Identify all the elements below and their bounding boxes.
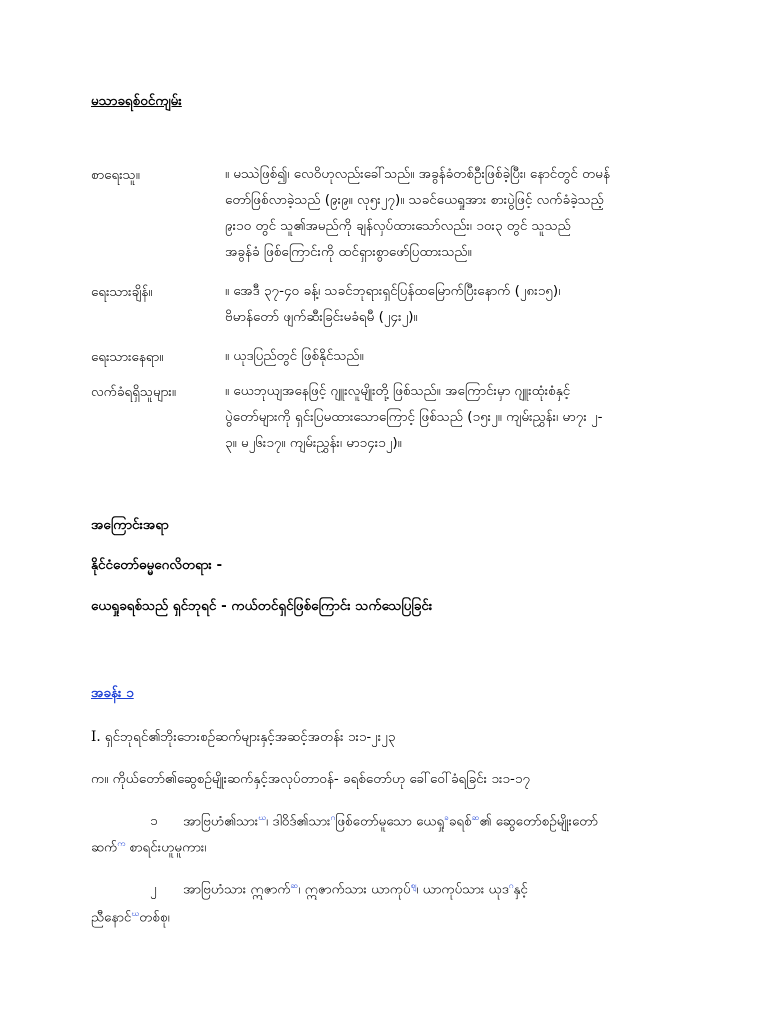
field-value-place — [225, 343, 695, 369]
verse-text: ဆက် — [91, 839, 118, 856]
subtitle-heading: ယေရှုခရစ်သည် ရှင်ဘုရင် - ကယ်တင်ရှင်ဖြစ်ကြောင်း သက်သေပြခြင်း — [91, 598, 433, 614]
verse-text: အာဗြဟံ၏သား — [183, 813, 259, 830]
verse-text: ဖြစ်တော်မူသော ယေရှု — [335, 813, 445, 830]
verse-text: အာဗြဟံသား ဣဇာက် — [183, 881, 291, 898]
verse-line — [183, 812, 598, 833]
verse-text: တစ်စု၊ — [139, 909, 170, 926]
theme-heading: နိုင်ငံတော်ဓမ္မဂေလိတရား - — [91, 557, 223, 573]
verse-line — [183, 880, 528, 901]
field-line: ဗိမာန်တော် ဖျက်ဆီးခြင်းမခံရမီ (၂၄း၂)။ — [225, 309, 418, 325]
footnote-ref[interactable]: ဈ — [410, 881, 417, 890]
field-value-author — [225, 161, 695, 265]
field-line: ၉း၁၀ တွင် သူ၏အမည်ကို ချန်လှပ်ထားသော်လည်း၊ ၁၀း၃ တွင် သူသည် — [225, 218, 571, 234]
footnote-ref[interactable]: ဂ — [508, 881, 514, 890]
verse-text: ခရစ် — [448, 813, 472, 830]
footnote-ref[interactable]: ဆ — [290, 881, 299, 890]
field-label-date: ရေးသားချိန်။ — [91, 284, 153, 300]
outline-heading: အကြောင်းအရာ — [91, 517, 169, 533]
field-line: ။ ယေဘုယျအနေဖြင့် ဂျူးလူမျိုးတို့ ဖြစ်သည်။ အကြောင်းမှာ ဂျူးထုံးစံနှင့် — [225, 383, 571, 399]
field-line: ။ အေဒီ ၃၇-၄၀ ခန့်၊ သခင်ဘုရားရှင်ပြန်ထမြောက်ပြီးနောက် (၂၈း၁၅)၊ — [225, 283, 561, 299]
verse-number: ၁ — [150, 813, 158, 829]
chapter-link[interactable] — [91, 684, 134, 704]
verse-line — [91, 908, 170, 929]
section-heading: I. ရှင်ဘုရင်၏ဘိုးဘေးစဉ်ဆက်များနှင့်အဆင့်အတန်း ၁း၁-၂း၂၃ — [91, 729, 396, 745]
chapter-label[interactable]: အခန်း ၁ — [91, 685, 134, 701]
footnote-ref[interactable]: ဃ — [131, 909, 140, 918]
verse-text: ၏ ဆွေတော်စဉ်မျိုးတော် — [479, 813, 598, 830]
field-line: ။ မဿဲဖြစ်၍၊ လေဝိဟုလည်းခေါ်သည်။ အခွန်ခံတစ်ဦးဖြစ်ခဲ့ပြီး၊ နောင်တွင် တမန် — [225, 166, 611, 182]
verse-text: ၊ ဣဇာက်သား ယာကုပ် — [298, 881, 411, 898]
field-line: ၃။ မ၂၆း၁၇။ ကျမ်းညွှန်း၊ မာ၁၄း၁၂)။ — [225, 435, 402, 451]
field-value-recipients — [225, 378, 695, 456]
verse-text: ၊ ယာကုပ်သား ယုဒ — [416, 881, 509, 898]
footnote-ref[interactable]: ဆ — [471, 813, 480, 822]
field-line: ပွဲတော်များကို ရှင်းပြမထားသောကြောင့် ဖြစ်သည် (၁၅း၂။ ကျမ်းညွှန်း၊ မာ၇း ၂- — [225, 409, 603, 425]
field-label-author: စာရေးသူ။ — [91, 167, 140, 183]
verse-line — [91, 838, 206, 859]
verse-text: စာရင်းဟူမူကား၊ — [125, 839, 207, 856]
verse-text: နှင့် — [513, 881, 528, 898]
verse-text: ၊ ဒါဝိဒ်၏သား — [266, 813, 331, 830]
footnote-ref[interactable]: က — [117, 839, 126, 848]
field-value-date — [225, 278, 695, 330]
field-label-place: ရေးသားနေရာ။ — [91, 349, 164, 365]
footnote-ref[interactable]: ဃ — [258, 813, 266, 822]
footnote-ref[interactable]: ခ — [444, 813, 449, 822]
field-line: ။ ယုဒပြည်တွင် ဖြစ်နိုင်သည်။ — [225, 348, 364, 364]
verse-text: ညီနောင် — [91, 909, 132, 926]
document-title: မသာခရစ်ဝင်ကျမ်း — [91, 93, 182, 109]
field-label-recipients: လက်ခံရရှိသူများ။ — [91, 384, 176, 400]
subsection-heading: က။ ကိုယ်တော်၏ဆွေစဉ်မျိုးဆက်နှင့်အလုပ်တာဝန်- ခရစ်တော်ဟု ခေါ်ဝေါ်ခံရခြင်း ၁း၁-၁၇ — [91, 771, 531, 787]
field-line: တော်ဖြစ်လာခဲ့သည် (၉း၉။ လု၅း၂၇)။ သခင်ယေရှုအား စားပွဲဖြင့် လက်ခံခဲ့သည့် — [225, 192, 604, 208]
footnote-ref[interactable]: ဂ — [330, 813, 336, 822]
verse-number: ၂ — [150, 881, 157, 897]
field-line: အခွန်ခံ ဖြစ်ကြောင်းကို ထင်ရှားစွာဖော်ပြထားသည်။ — [225, 244, 472, 260]
